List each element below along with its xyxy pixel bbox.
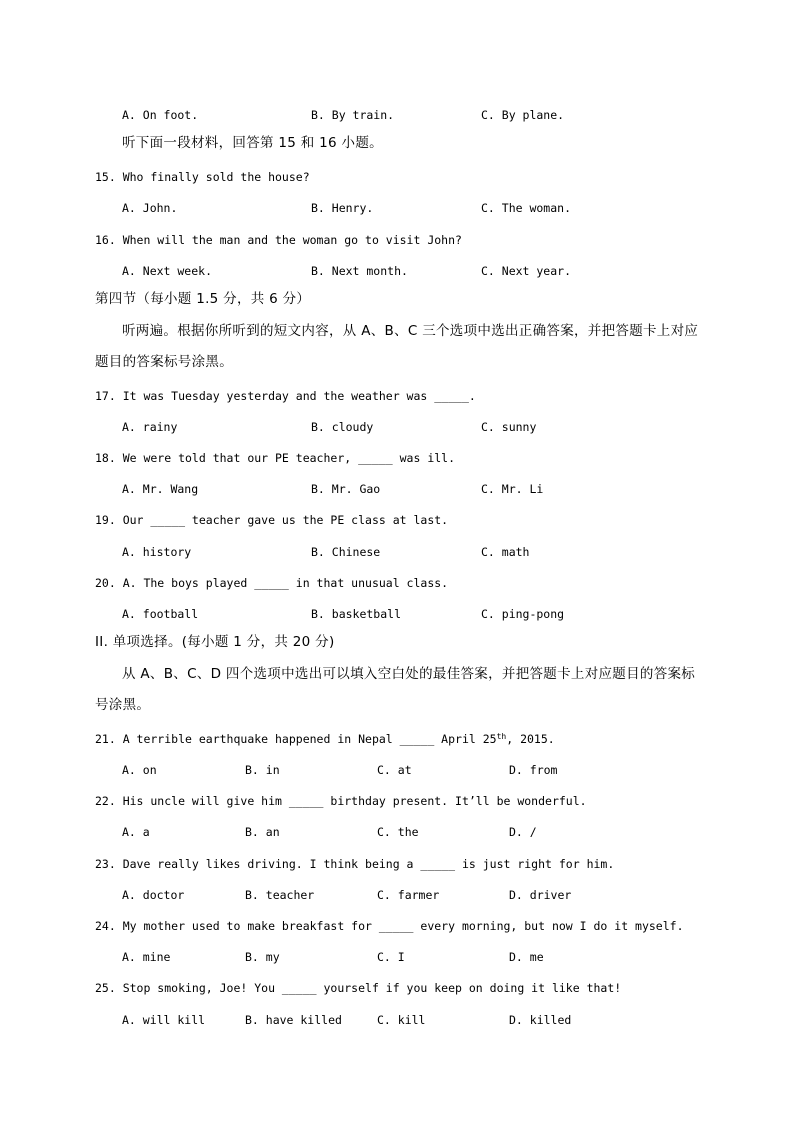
option-c: C. I <box>377 950 405 964</box>
option-b: B. my <box>245 950 280 964</box>
option-a: A. Next week. <box>122 264 213 278</box>
question-19: 19. Our _____ teacher gave us the PE class at last. <box>95 513 449 527</box>
option-b: B. Next month. <box>311 264 408 278</box>
question-17: 17. It was Tuesday yesterday and the weather was _____. <box>95 389 476 403</box>
option-b: B. Chinese <box>311 545 381 559</box>
section-instruction: 听两遍。根据你所听到的短文内容，从 A、B、C 三个选项中选出正确答案，并把答题卡上对应 <box>122 323 699 339</box>
option-b: B. have killed <box>245 1013 342 1027</box>
option-d: D. / <box>509 825 537 839</box>
option-b: B. Mr. Gao <box>311 482 381 496</box>
ordinal-suffix: th <box>496 732 507 741</box>
option-a: A. doctor <box>122 888 185 902</box>
option-d: D. killed <box>509 1013 572 1027</box>
question-20: 20. A. The boys played _____ in that unusual class. <box>95 576 449 590</box>
option-c: C. By plane. <box>481 108 565 122</box>
option-d: D. me <box>509 950 544 964</box>
option-a: A. history <box>122 545 192 559</box>
option-a: A. rainy <box>122 420 178 434</box>
option-b: B. an <box>245 825 280 839</box>
section-instruction: 号涂黑。 <box>95 697 151 713</box>
option-b: B. Henry. <box>311 201 374 215</box>
option-c: C. The woman. <box>481 201 572 215</box>
option-c: C. at <box>377 763 412 777</box>
question-25: 25. Stop smoking, Joe! You _____ yourself if you keep on doing it like that! <box>95 981 622 995</box>
option-a: A. will kill <box>122 1013 206 1027</box>
question-21 <box>95 731 555 747</box>
option-d: D. driver <box>509 888 572 902</box>
option-a: A. on <box>122 763 157 777</box>
option-c: C. Mr. Li <box>481 482 544 496</box>
option-a: A. On foot. <box>122 108 199 122</box>
option-c: C. math <box>481 545 530 559</box>
question-24: 24. My mother used to make breakfast for _____ every morning, but now I do it myself. <box>95 919 684 933</box>
question-21-text: 21. A terrible earthquake happened in Nepal _____ April 25 <box>95 732 497 746</box>
question-23: 23. Dave really likes driving. I think being a _____ is just right for him. <box>95 857 615 871</box>
section-heading: 第四节（每小题 1.5 分，共 6 分） <box>95 291 311 307</box>
option-b: B. basketball <box>311 607 402 621</box>
question-22: 22. His uncle will give him _____ birthday present. It’ll be wonderful. <box>95 794 587 808</box>
option-b: B. cloudy <box>311 420 374 434</box>
option-b: B. By train. <box>311 108 395 122</box>
option-a: A. mine <box>122 950 171 964</box>
option-c: C. kill <box>377 1013 426 1027</box>
option-b: B. in <box>245 763 280 777</box>
option-b: B. teacher <box>245 888 315 902</box>
section-heading: II. 单项选择。(每小题 1 分，共 20 分) <box>95 634 335 650</box>
question-18: 18. We were told that our PE teacher, _____ was ill. <box>95 451 456 465</box>
option-a: A. Mr. Wang <box>122 482 199 496</box>
option-d: D. from <box>509 763 558 777</box>
option-a: A. John. <box>122 201 178 215</box>
option-c: C. sunny <box>481 420 537 434</box>
option-a: A. a <box>122 825 150 839</box>
section-instruction: 题目的答案标号涂黑。 <box>95 354 233 370</box>
question-21-year: , 2015. <box>506 732 555 746</box>
option-c: C. the <box>377 825 419 839</box>
section-instruction: 从 A、B、C、D 四个选项中选出可以填入空白处的最佳答案，并把答题卡上对应题目的答案标 <box>122 666 696 682</box>
question-15: 15. Who finally sold the house? <box>95 170 310 184</box>
option-c: C. farmer <box>377 888 440 902</box>
instruction: 听下面一段材料，回答第 15 和 16 小题。 <box>122 135 383 151</box>
option-c: C. ping-pong <box>481 607 565 621</box>
option-c: C. Next year. <box>481 264 572 278</box>
option-a: A. football <box>122 607 199 621</box>
question-16: 16. When will the man and the woman go to visit John? <box>95 233 462 247</box>
